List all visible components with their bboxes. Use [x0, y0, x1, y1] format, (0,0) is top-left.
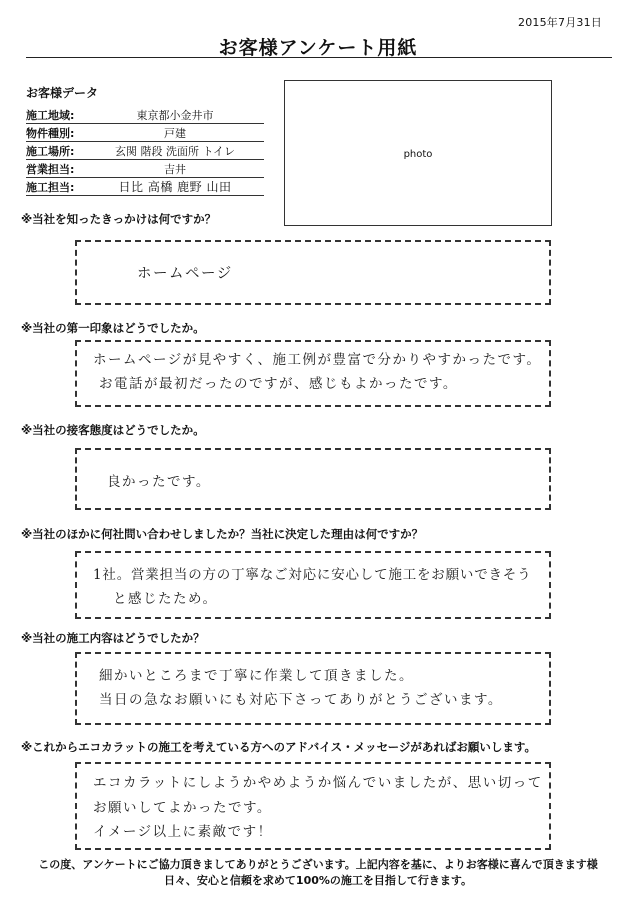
question-1: ※当社を知ったきっかけは何ですか？: [21, 212, 217, 226]
row-value: 玄関 階段 洗面所 トイレ: [115, 145, 235, 158]
title-underline: [26, 57, 612, 58]
row-value: 東京都小金井市: [136, 109, 214, 122]
question-5: ※当社の施工内容はどうでしたか？: [21, 631, 205, 645]
answer-box-4: [75, 551, 551, 619]
answer-box-3: [75, 448, 551, 510]
answer-4-line-1: 1社。営業担当の方の丁寧なご対応に安心して施工をお願いできそう: [93, 567, 532, 583]
answer-6-line-3: イメージ以上に素敵です！: [93, 824, 273, 840]
answer-6-line-2: お願いしてよかったです。: [93, 800, 272, 816]
customer-row-location: [26, 142, 264, 160]
answer-3-line-1: 良かったです。: [107, 474, 211, 490]
customer-data-table: [26, 106, 264, 196]
footer-message-line-2: 日々、安心と信頼を求めて100%の施工を目指して行きます。: [163, 874, 473, 887]
answer-box-1: [75, 240, 551, 305]
row-value: 日比 高橋 鹿野 山田: [118, 180, 232, 194]
answer-5-line-1: 細かいところまで丁寧に作業して頂きました。: [99, 668, 414, 684]
answer-box-5: [75, 652, 551, 725]
answer-box-2: [75, 340, 551, 407]
survey-date: 2015年7月31日: [518, 16, 602, 29]
row-label: 施工地域:: [26, 109, 75, 122]
answer-box-6: [75, 762, 551, 850]
photo-placeholder: [284, 80, 552, 226]
question-4: ※当社のほかに何社問い合わせしましたか？当社に決定した理由は何ですか？: [21, 527, 424, 541]
photo-label: photo: [403, 149, 433, 160]
footer-message-line-1: この度、アンケートにご協力頂きましてありがとうございます。上記内容を基に、よりお客様に喜んで頂きます様: [38, 858, 598, 871]
answer-2-line-2: お電話が最初だったのですが、感じもよかったです。: [99, 376, 458, 392]
question-3: ※当社の接客態度はどうでしたか。: [21, 423, 205, 437]
answer-1-line-1: ホームページ: [137, 266, 233, 282]
answer-6-line-1: エコカラットにしようかやめようか悩んでいましたが、思い切って: [93, 775, 543, 791]
customer-row-property-type: [26, 124, 264, 142]
question-2: ※当社の第一印象はどうでしたか。: [21, 321, 205, 335]
customer-row-area: [26, 106, 264, 124]
page-title: お客様アンケート用紙: [218, 37, 418, 59]
row-label: 営業担当:: [26, 163, 75, 176]
customer-row-sales-rep: [26, 160, 264, 178]
question-6: ※これからエコカラットの施工を考えている方へのアドバイス・メッセージがあればお願いします。: [21, 740, 536, 754]
row-label: 施工担当:: [26, 181, 75, 194]
row-label: 物件種別:: [26, 127, 75, 140]
customer-data-heading: お客様データ: [26, 86, 99, 100]
answer-2-line-1: ホームページが見やすく、施工例が豊富で分かりやすかったです。: [93, 352, 542, 368]
row-value: 吉井: [164, 163, 186, 176]
row-label: 施工場所:: [26, 145, 75, 158]
answer-5-line-2: 当日の急なお願いにも対応下さってありがとうございます。: [99, 692, 503, 708]
customer-row-installers: [26, 178, 264, 196]
answer-4-line-2: と感じたため。: [113, 591, 218, 607]
row-value: 戸建: [164, 127, 186, 140]
